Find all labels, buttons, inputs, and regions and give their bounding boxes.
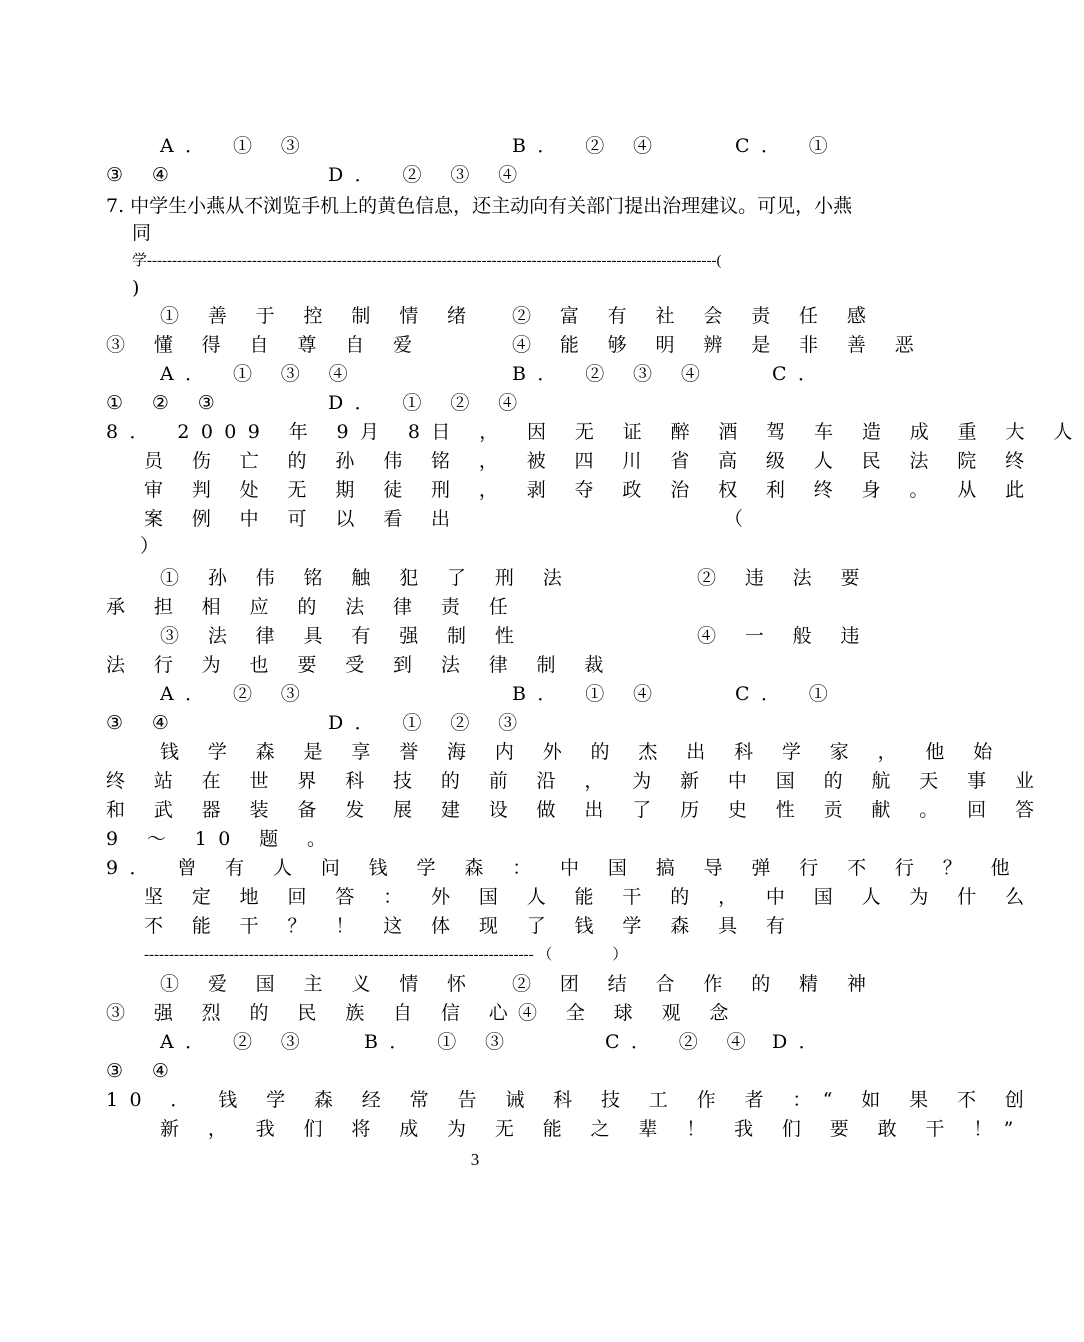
q6-option-a: A． ① ③ (160, 135, 312, 157)
q7-item-1: ① 善 于 控 制 情 绪 (160, 305, 478, 327)
q8-paren-open: （ (724, 508, 744, 530)
q8-item-2-cont: 承 担 相 应 的 法 律 责 任 (106, 596, 520, 618)
q9-answer-line: ------------------------------------------------------------------------------ （ ） (144, 947, 628, 963)
intro-line-1: 钱 学 森 是 享 誉 海 内 外 的 杰 出 科 学 家 ， 他 始 (160, 741, 1004, 763)
q7-answer-line: 学------------------------------------------------------------------------------------------------------------------( (132, 253, 722, 269)
q7-item-3: ③ 懂 得 自 尊 自 爱 (106, 334, 424, 356)
intro-line-3: 和 武 器 装 备 发 展 建 设 做 出 了 历 史 性 贡 献 。 回 答 (106, 799, 1046, 821)
q9-option-d: D． (772, 1031, 830, 1053)
q6-option-c-cont: ③ ④ (106, 164, 181, 186)
q8-item-4: ④ 一 般 违 (697, 625, 871, 647)
q8-item-3: ③ 法 律 具 有 强 制 性 (160, 625, 526, 647)
q9-item-4: ④ 全 球 观 念 (518, 1002, 740, 1024)
q8-item-2: ② 违 法 要 (697, 567, 871, 589)
q8-stem-line-2: 员 伤 亡 的 孙 伟 铭 ， 被 四 川 省 高 级 人 民 法 院 终 (144, 450, 1036, 472)
intro-line-4: 9 ～ 10 题 。 (106, 828, 338, 850)
q8-option-d: D． ① ② ③ (328, 712, 529, 734)
q9-stem-line-1: 9． 曾 有 人 问 钱 学 森 ： 中 国 搞 导 弹 行 不 行 ？ 他 (106, 857, 1022, 879)
q7-option-c-cont: ① ② ③ (106, 392, 227, 414)
q6-option-d: D． ② ③ ④ (328, 164, 529, 186)
q7-option-a: A． ① ③ ④ (160, 363, 360, 385)
q9-item-1: ① 爱 国 主 义 情 怀 (160, 973, 478, 995)
q7-paren: ) (132, 277, 140, 299)
q9-option-b: B． ① ③ (364, 1031, 516, 1053)
q9-stem-line-3: 不 能 干 ？ ！ 这 体 现 了 钱 学 森 具 有 (144, 915, 797, 937)
q9-option-d-cont: ③ ④ (106, 1060, 181, 1082)
page-number: 3 (470, 1150, 480, 1169)
q10-stem-line-1: 10 ． 钱 学 森 经 常 告 诫 科 技 工 作 者 ：“ 如 果 不 创 (106, 1089, 1036, 1111)
q7-item-4: ④ 能 够 明 辨 是 非 善 恶 (512, 334, 926, 356)
q7-item-2: ② 富 有 社 会 责 任 感 (512, 305, 878, 327)
q8-paren-close: ） (140, 535, 160, 557)
q7-stem: 7. 中学生小燕从不浏览手机上的黄色信息，还主动向有关部门提出治理建议。可见，小燕 (106, 195, 853, 217)
q6-option-c: C． ① (735, 135, 840, 157)
q8-item-4-cont: 法 行 为 也 要 受 到 法 律 制 裁 (106, 654, 615, 676)
q9-item-2: ② 团 结 合 作 的 精 神 (512, 973, 878, 995)
q8-option-a: A． ② ③ (160, 683, 312, 705)
q8-option-c: C． ① (735, 683, 840, 705)
q8-stem-line-3: 审 判 处 无 期 徒 刑 ， 剥 夺 政 治 权 利 终 身 。 从 此 (144, 479, 1036, 501)
intro-line-2: 终 站 在 世 界 科 技 的 前 沿 ， 为 新 中 国 的 航 天 事 业 (106, 770, 1046, 792)
q9-stem-line-2: 坚 定 地 回 答 ： 外 国 人 能 干 的 ， 中 国 人 为 什 么 (144, 886, 1036, 908)
q7-stem-cont: 同 (132, 222, 152, 244)
q8-stem-line-1: 8． 2009 年 9月 8日 ， 因 无 证 醉 酒 驾 车 造 成 重 大 人 (106, 421, 1084, 443)
q9-option-a: A． ② ③ (160, 1031, 312, 1053)
q7-option-d: D． ① ② ④ (328, 392, 529, 414)
q7-option-c: C． (772, 363, 829, 385)
q8-item-1: ① 孙 伟 铭 触 犯 了 刑 法 (160, 567, 574, 589)
q9-option-c: C． ② ④ (605, 1031, 758, 1053)
q8-option-c-cont: ③ ④ (106, 712, 181, 734)
q6-option-b: B． ② ④ (512, 135, 664, 157)
q8-option-b: B． ① ④ (512, 683, 664, 705)
q7-option-b: B． ② ③ ④ (512, 363, 712, 385)
q10-stem-line-2: 新 ， 我 们 将 成 为 无 能 之 辈 ！ 我 们 要 敢 干 ！” (160, 1118, 1025, 1140)
q9-item-3: ③ 强 烈 的 民 族 自 信 心 (106, 1002, 520, 1024)
q8-stem-line-4: 案 例 中 可 以 看 出 (144, 508, 462, 530)
